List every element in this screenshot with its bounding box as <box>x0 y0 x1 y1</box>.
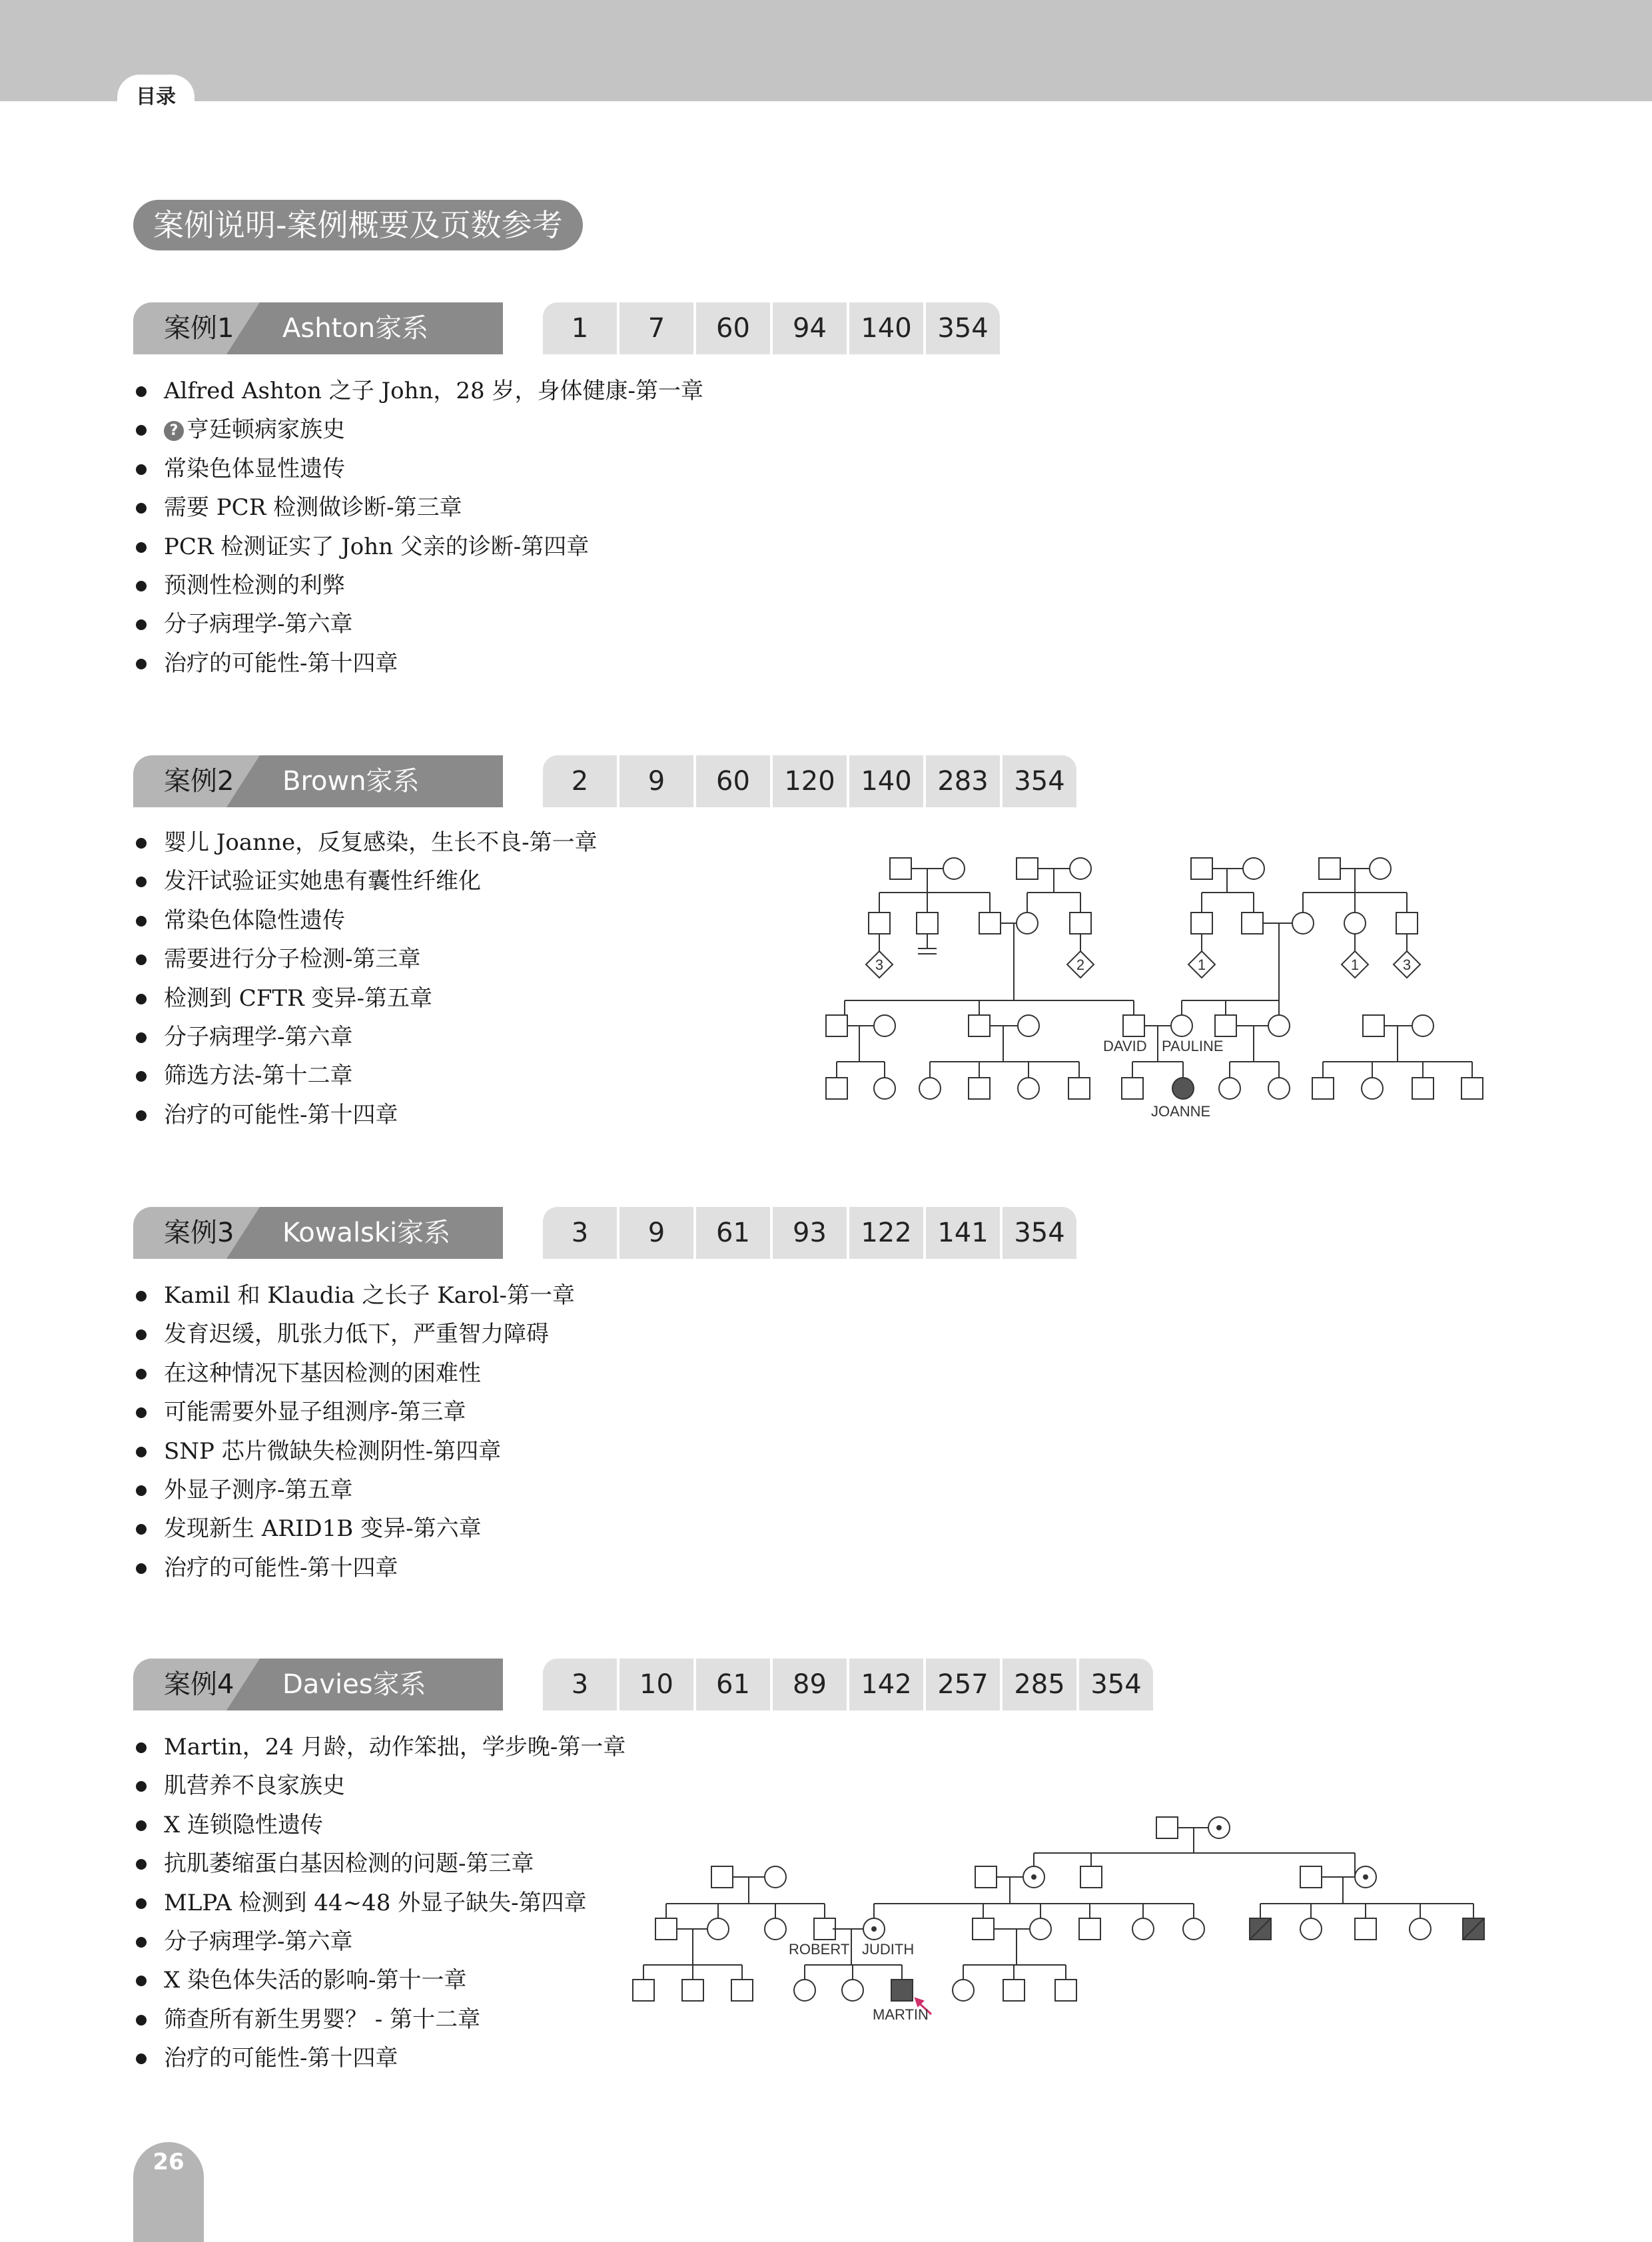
list-item: 抗肌萎缩蛋白基因检测的问题-第三章 <box>133 1844 625 1883</box>
list-item: 治疗的可能性-第十四章 <box>133 2039 625 2077</box>
page-ref[interactable]: 283 <box>926 755 1000 807</box>
list-item: SNP 芯片微缺失检测阴性-第四章 <box>133 1432 575 1471</box>
case-number: 案例4 <box>164 1669 234 1700</box>
pedigree-label-father: ROBERT <box>789 1941 850 1958</box>
top-header-bar <box>0 0 1652 101</box>
page-ref[interactable]: 354 <box>926 302 1000 354</box>
list-item: 肌营养不良家族史 <box>133 1766 625 1805</box>
case-2-page-refs <box>543 755 1076 807</box>
case-1-header <box>133 302 503 354</box>
page-ref[interactable]: 2 <box>543 755 617 807</box>
case-number: 案例2 <box>164 766 234 797</box>
list-item: 需要进行分子检测-第三章 <box>133 940 598 978</box>
list-item: Kamil 和 Klaudia 之长子 Karol-第一章 <box>133 1276 575 1315</box>
page-ref[interactable]: 141 <box>926 1207 1000 1259</box>
case-number: 案例1 <box>164 313 234 344</box>
list-item: 发育迟缓，肌张力低下，严重智力障碍 <box>133 1315 575 1353</box>
list-item: 预测性检测的利弊 <box>133 566 703 605</box>
page-ref[interactable]: 1 <box>543 302 617 354</box>
case-2-header <box>133 755 503 807</box>
list-item: 需要 PCR 检测做诊断-第三章 <box>133 488 703 527</box>
case-3-header <box>133 1207 503 1259</box>
case-family: Kowalski家系 <box>282 1218 451 1248</box>
page-ref[interactable]: 93 <box>773 1207 847 1259</box>
list-item: Martin，24 月龄，动作笨拙，学步晚-第一章 <box>133 1728 625 1766</box>
list-item: 可能需要外显子组测序-第三章 <box>133 1393 575 1431</box>
case-2-summary <box>133 823 598 1134</box>
list-item: 常染色体隐性遗传 <box>133 901 598 940</box>
page-ref[interactable]: 94 <box>773 302 847 354</box>
page-ref[interactable]: 60 <box>696 755 770 807</box>
diamond-count: 3 <box>875 956 884 973</box>
pedigree-label-proband: MARTIN <box>873 2006 929 2023</box>
page-ref[interactable]: 61 <box>696 1659 770 1710</box>
list-item: 筛查所有新生男婴？ - 第十二章 <box>133 2000 625 2039</box>
page-ref[interactable]: 10 <box>620 1659 693 1710</box>
list-item: 治疗的可能性-第十四章 <box>133 644 703 683</box>
diamond-count: 3 <box>1402 956 1412 973</box>
pedigree-label-proband: JOANNE <box>1151 1103 1211 1120</box>
page-ref[interactable]: 354 <box>1079 1659 1153 1710</box>
page-number: 26 <box>133 2142 204 2242</box>
list-item: 分子病理学-第六章 <box>133 1018 598 1056</box>
pedigree-label-mother: JUDITH <box>862 1941 915 1958</box>
pedigree-label-father: DAVID <box>1103 1038 1147 1054</box>
list-item: ? 亨廷顿病家族史 <box>133 410 703 449</box>
list-item: 分子病理学-第六章 <box>133 605 703 643</box>
list-item: X 染色体失活的影响-第十一章 <box>133 1961 625 2000</box>
case-1-summary <box>133 372 703 683</box>
page-ref[interactable]: 122 <box>849 1207 923 1259</box>
page-ref[interactable]: 3 <box>543 1659 617 1710</box>
case-family: Brown家系 <box>282 766 420 797</box>
question-icon: ? <box>164 421 184 441</box>
case-4-header <box>133 1659 503 1710</box>
list-item: 发汗试验证实她患有囊性纤维化 <box>133 862 598 901</box>
davies-pedigree <box>620 1798 1499 2025</box>
page-ref[interactable]: 9 <box>620 755 693 807</box>
list-item: PCR 检测证实了 John 父亲的诊断-第四章 <box>133 528 703 566</box>
page-ref[interactable]: 257 <box>926 1659 1000 1710</box>
list-item: 检测到 CFTR 变异-第五章 <box>133 979 598 1018</box>
page-ref[interactable]: 9 <box>620 1207 693 1259</box>
page-ref[interactable]: 3 <box>543 1207 617 1259</box>
page-ref[interactable]: 61 <box>696 1207 770 1259</box>
page-ref[interactable]: 285 <box>1003 1659 1076 1710</box>
diamond-count: 1 <box>1350 956 1360 973</box>
list-item: X 连锁隐性遗传 <box>133 1806 625 1844</box>
list-item: 治疗的可能性-第十四章 <box>133 1096 598 1134</box>
list-item: MLPA 检测到 44~48 外显子缺失-第四章 <box>133 1884 625 1922</box>
page-ref[interactable]: 354 <box>1003 755 1076 807</box>
case-3-page-refs <box>543 1207 1076 1259</box>
case-family: Ashton家系 <box>282 313 429 344</box>
case-3-summary <box>133 1276 575 1587</box>
diamond-count: 2 <box>1076 956 1085 973</box>
page-ref[interactable]: 89 <box>773 1659 847 1710</box>
list-item: Alfred Ashton 之子 John，28 岁，身体健康-第一章 <box>133 372 703 410</box>
list-item: 外显子测序-第五章 <box>133 1471 575 1509</box>
page-ref[interactable]: 60 <box>696 302 770 354</box>
diamond-count: 1 <box>1197 956 1206 973</box>
page-ref[interactable]: 120 <box>773 755 847 807</box>
pedigree-label-mother: PAULINE <box>1162 1038 1224 1054</box>
list-item: 常染色体显性遗传 <box>133 450 703 488</box>
case-4-page-refs <box>543 1659 1153 1710</box>
case-family: Davies家系 <box>282 1669 426 1700</box>
case-4-summary <box>133 1728 625 2078</box>
toc-tab[interactable]: 目录 <box>117 75 195 120</box>
brown-pedigree <box>819 846 1499 1132</box>
page-ref[interactable]: 354 <box>1003 1207 1076 1259</box>
case-number: 案例3 <box>164 1218 234 1248</box>
list-item: 在这种情况下基因检测的困难性 <box>133 1354 575 1393</box>
page-ref[interactable]: 140 <box>849 302 923 354</box>
list-item: 治疗的可能性-第十四章 <box>133 1549 575 1587</box>
list-item: 筛选方法-第十二章 <box>133 1056 598 1095</box>
page-ref[interactable]: 140 <box>849 755 923 807</box>
page-ref[interactable]: 142 <box>849 1659 923 1710</box>
list-item: 婴儿 Joanne，反复感染，生长不良-第一章 <box>133 823 598 862</box>
case-1-page-refs <box>543 302 1000 354</box>
list-item: 发现新生 ARID1B 变异-第六章 <box>133 1509 575 1548</box>
list-item: 分子病理学-第六章 <box>133 1922 625 1961</box>
page-ref[interactable]: 7 <box>620 302 693 354</box>
section-title: 案例说明-案例概要及页数参考 <box>133 200 583 250</box>
